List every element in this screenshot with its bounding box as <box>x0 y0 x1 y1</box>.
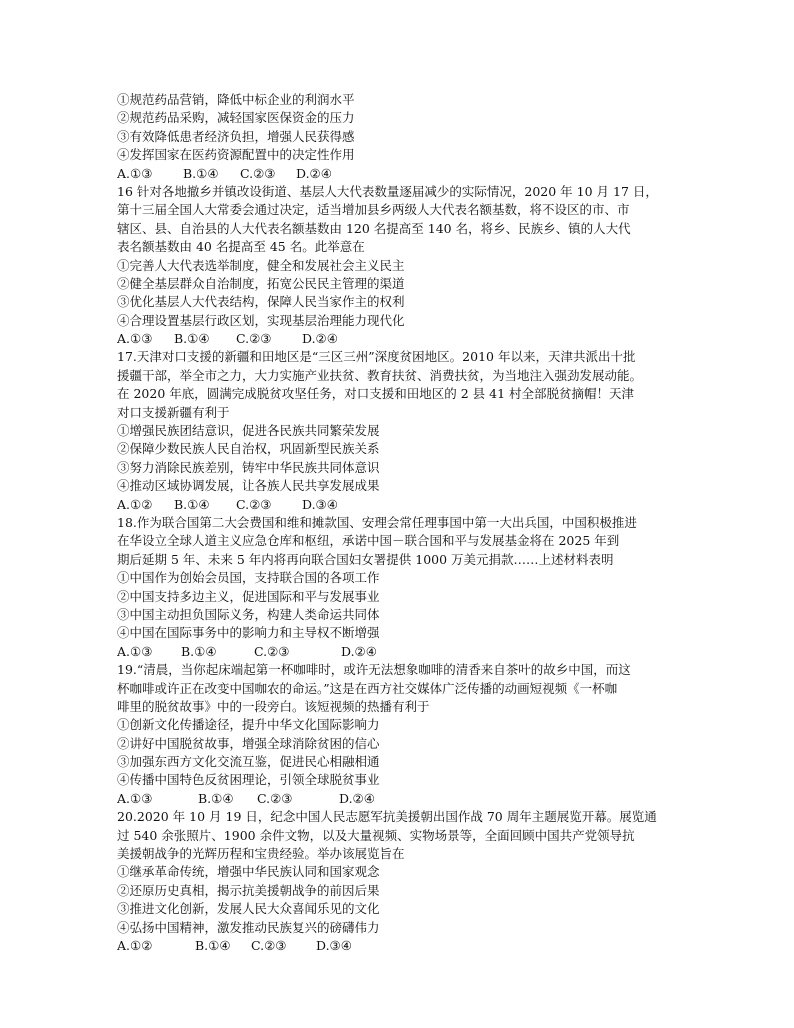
option-2: ②中国支持多边主义，促进国际和平与发展事业 <box>117 588 380 604</box>
choice-a: A.①③ <box>117 165 153 181</box>
option-1: ①中国作为创始会员国，支持联合国的各项工作 <box>117 570 380 586</box>
option-3: ③加强东西方文化交流互鉴，促进民心相融相通 <box>117 754 380 770</box>
choice-a: A.①③ <box>117 643 153 659</box>
question-stem: 援疆干部，举全市之力，大力实施产业扶贫、教育扶贫、消费扶贫，为当地注入强劲发展动能。 <box>117 367 643 383</box>
option-3: ③优化基层人大代表结构，保障人民当家作主的权利 <box>117 294 405 310</box>
question-stem: 17.天津对口支援的新疆和田地区是“三区三州”深度贫困地区。2010 年以来，天津共派出十批 <box>117 349 636 365</box>
choice-d: D.②④ <box>302 331 338 347</box>
question-stem: 16 针对各地撤乡并镇改设街道、基层人大代表数量逐届减少的实际情况，2020 年 10 月 17 日， <box>117 183 658 199</box>
option-1: ①创新文化传播途径，提升中华文化国际影响力 <box>117 717 380 733</box>
option-3: ③有效降低患者经济负担，增强人民获得感 <box>117 128 355 144</box>
exam-page <box>117 91 697 955</box>
option-4: ④发挥国家在医药资源配置中的决定性作用 <box>117 147 355 163</box>
option-1: ①增强民族团结意识，促进各民族共同繁荣发展 <box>117 423 380 439</box>
question-stem: 第十三届全国人大常委会通过决定，适当增加县乡两级人大代表名额基数，将不设区的市、市 <box>117 202 630 218</box>
answer-choices <box>117 496 697 514</box>
option-1: ①继承革命传统，增强中华民族认同和国家观念 <box>117 864 380 880</box>
option-4: ④弘扬中国精神，激发推动民族复兴的磅礴伟力 <box>117 919 380 935</box>
choice-c: C.②③ <box>254 643 290 659</box>
option-4: ④推动区域协调发展，让各族人民共享发展成果 <box>117 478 380 494</box>
option-2: ②还原历史真相，揭示抗美援朝战争的前因后果 <box>117 882 380 898</box>
option-2: ②保障少数民族人民自治权，巩固新型民族关系 <box>117 441 380 457</box>
question-stem: 18.作为联合国第二大会费国和维和摊款国、安理会常任理事国中第一大出兵国，中国积极推进 <box>117 514 637 530</box>
choice-c: C.②③ <box>257 790 293 806</box>
option-3: ③中国主动担负国际义务，构建人类命运共同体 <box>117 606 380 622</box>
question-16 <box>117 183 697 349</box>
question-stem: 辖区、县、自治县的人大代表名额基数由 120 名提高至 140 名，将乡、民族乡、镇的人大代 <box>117 220 631 236</box>
choice-b: B.①④ <box>174 496 210 512</box>
option-3: ③推进文化创新，发展人民大众喜闻乐见的文化 <box>117 901 380 917</box>
option-2: ②健全基层群众自治制度，拓宽公民民主管理的渠道 <box>117 275 405 291</box>
choice-d: D.③④ <box>316 937 352 953</box>
question-stem: 20.2020 年 10 月 19 日，纪念中国人民志愿军抗美援朝出国作战 70 周年主题展览开幕。展览通 <box>117 809 657 825</box>
question-stem: 过 540 余张照片、1900 余件文物，以及大量视频、实物场景等，全面回顾中国共产党领导抗 <box>117 827 635 843</box>
question-stem: 杯咖啡或许正在改变中国咖农的命运。”这是在西方社交媒体广泛传播的动画短视频《一杯咖 <box>117 680 618 696</box>
question-15-tail <box>117 91 697 183</box>
choice-d: D.②④ <box>341 643 377 659</box>
question-stem: 啡里的脱贫故事》中的一段旁白。该短视频的热播有利于 <box>117 698 430 714</box>
option-3: ③努力消除民族差别，铸牢中华民族共同体意识 <box>117 459 380 475</box>
choice-c: C.②③ <box>236 496 272 512</box>
question-18 <box>117 514 697 661</box>
option-4: ④中国在国际事务中的影响力和主导权不断增强 <box>117 625 380 641</box>
question-stem: 表名额基数由 40 名提高至 45 名。此举意在 <box>117 239 365 255</box>
option-2: ②规范药品采购，减轻国家医保资金的压力 <box>117 110 355 126</box>
question-stem: 在 2020 年底，圆满完成脱贫攻坚任务，对口支援和田地区的 2 县 41 村全部脱贫摘帽！天津 <box>117 386 635 402</box>
choice-c: C.②③ <box>236 331 272 347</box>
choice-c: C.②③ <box>240 165 276 181</box>
question-20 <box>117 808 697 955</box>
choice-a: A.①② <box>117 496 153 512</box>
question-stem: 在华设立全球人道主义应急仓库和枢纽，承诺中国－联合国和平与发展基金将在 2025 年到 <box>117 533 620 549</box>
choice-b: B.①④ <box>174 331 210 347</box>
choice-c: C.②③ <box>251 937 287 953</box>
choice-d: D.③④ <box>302 496 338 512</box>
question-stem: 期后延期 5 年、未来 5 年内将再向联合国妇女署提供 1000 万美元捐款……上述材料表明 <box>117 551 614 567</box>
choice-b: B.①④ <box>195 937 231 953</box>
answer-choices <box>117 330 697 348</box>
answer-choices <box>117 165 697 183</box>
option-1: ①完善人大代表选举制度，健全和发展社会主义民主 <box>117 257 405 273</box>
option-2: ②讲好中国脱贫故事，增强全球消除贫困的信心 <box>117 735 380 751</box>
choice-a: A.①③ <box>117 331 153 347</box>
choice-b: B.①④ <box>198 790 234 806</box>
answer-choices <box>117 937 697 955</box>
question-stem: 对口支援新疆有利于 <box>117 404 230 420</box>
choice-b: B.①④ <box>183 165 219 181</box>
question-stem: 19.“清晨，当你起床端起第一杯咖啡时，或许无法想象咖啡的清香来自茶叶的故乡中国，而这 <box>117 662 631 678</box>
choice-d: D.②④ <box>296 165 332 181</box>
option-4: ④传播中国特色反贫困理论，引领全球脱贫事业 <box>117 772 380 788</box>
option-1: ①规范药品营销，降低中标企业的利润水平 <box>117 92 355 107</box>
choice-a: A.①② <box>117 937 153 953</box>
choice-d: D.②④ <box>339 790 375 806</box>
answer-choices <box>117 643 697 661</box>
choice-b: B.①④ <box>181 643 217 659</box>
question-17 <box>117 348 697 514</box>
option-4: ④合理设置基层行政区划，实现基层治理能力现代化 <box>117 312 405 328</box>
choice-a: A.①③ <box>117 790 153 806</box>
question-stem: 美援朝战争的光辉历程和宝贵经验。举办该展览旨在 <box>117 846 405 862</box>
question-19 <box>117 661 697 808</box>
answer-choices <box>117 790 697 808</box>
